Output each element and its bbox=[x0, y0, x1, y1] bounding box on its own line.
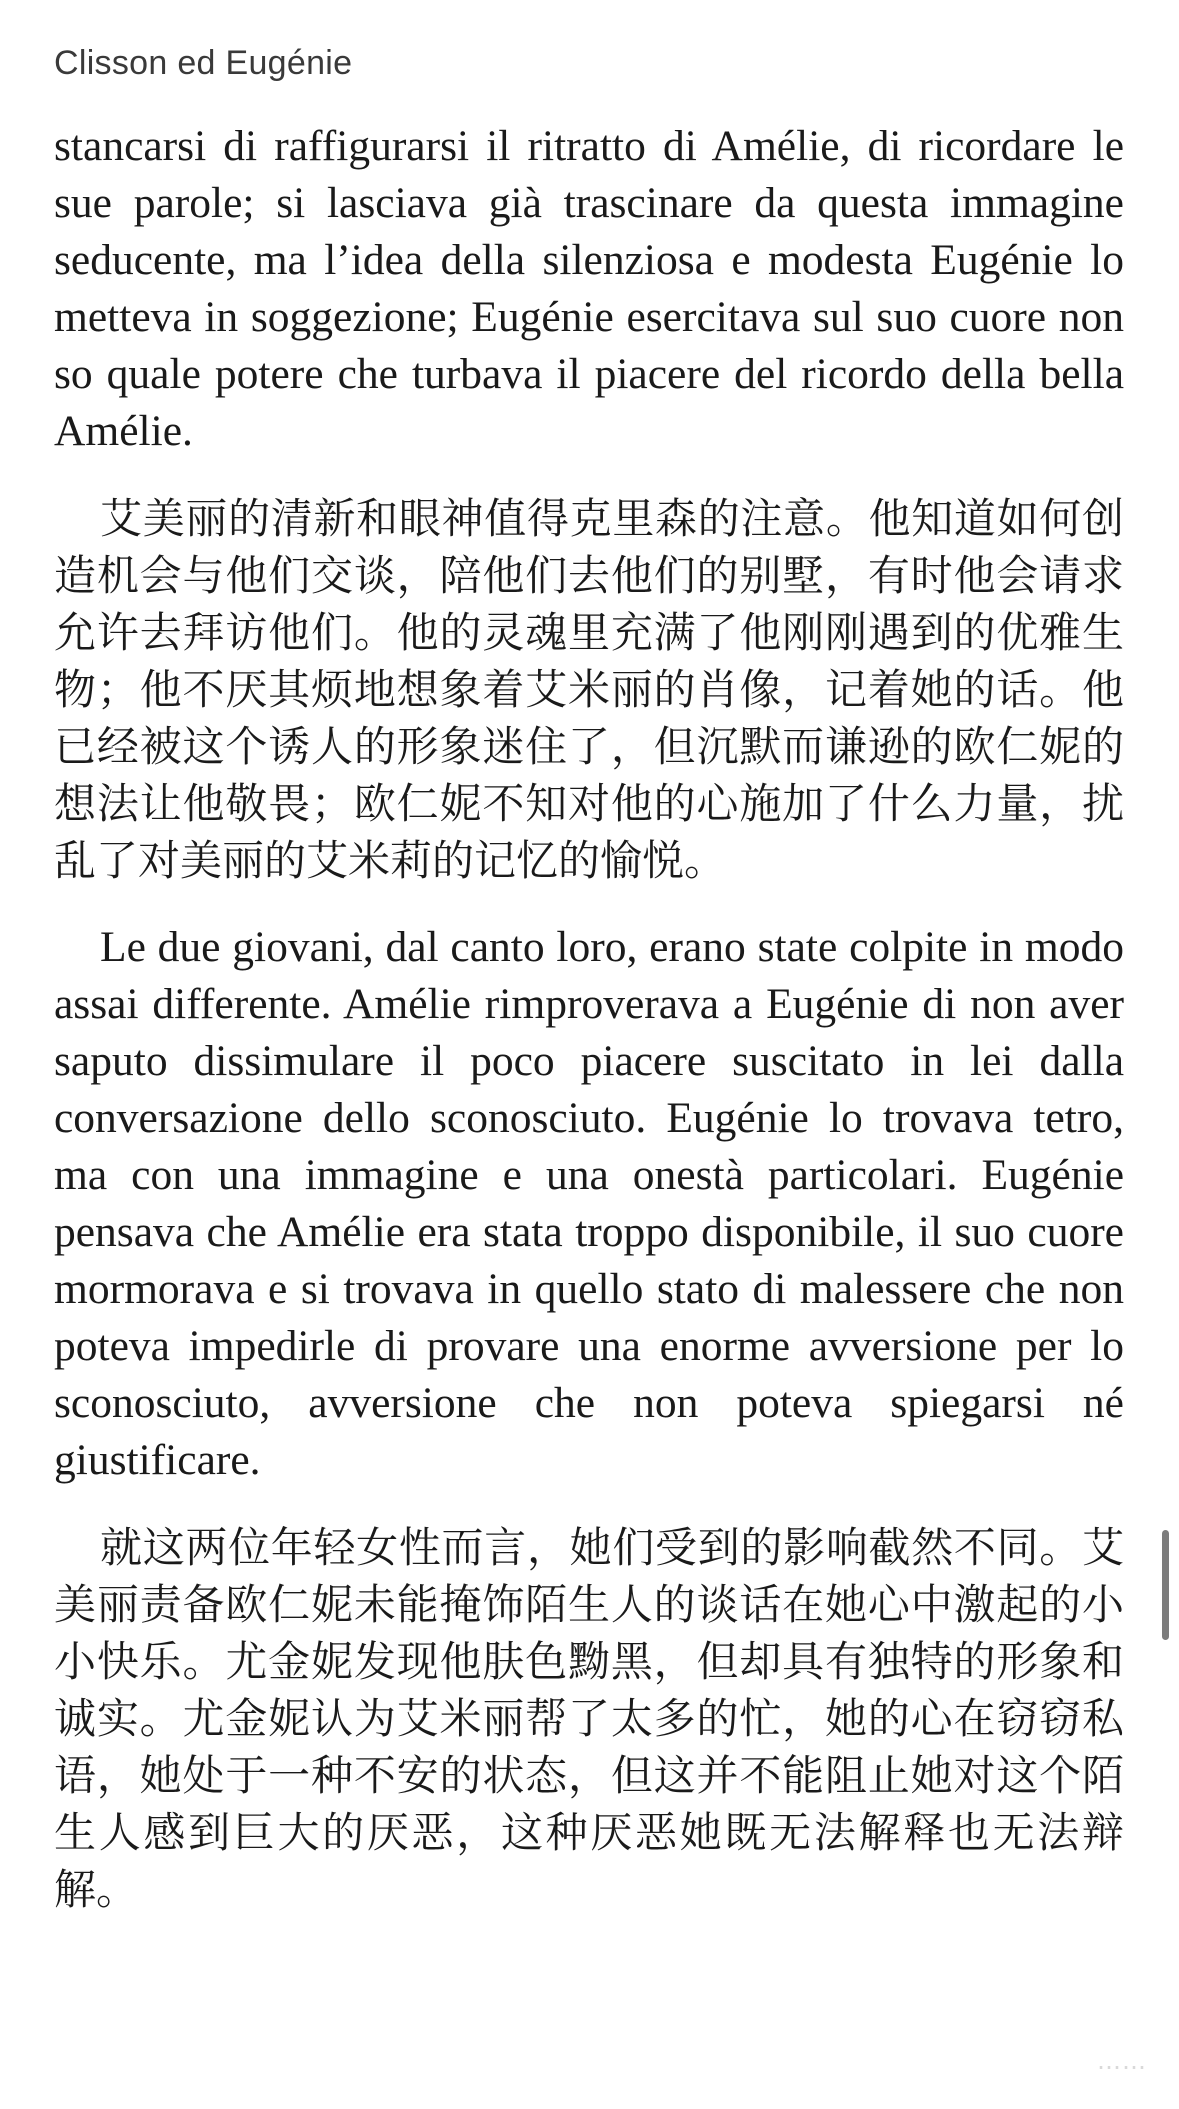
paragraph-chinese-2: 就这两位年轻女性而言，她们受到的影响截然不同。艾美丽责备欧仁妮未能掩饰陌生人的谈话在她心中激起的小小快乐。尤金妮发现他肤色黝黑，但却具有独特的形象和诚实。尤金妮认为艾米丽帮了太多的忙，她的心在窃窃私语，她处于一种不安的状态，但这并不能阻止她对这个陌生人感到巨大的厌恶，这种厌恶她既无法解释也无法辩解。 bbox=[54, 1523, 1124, 1914]
scroll-indicator[interactable] bbox=[1162, 1530, 1169, 1640]
paragraph-chinese-1: 艾美丽的清新和眼神值得克里森的注意。他知道如何创造机会与他们交谈，陪他们去他们的别墅，有时他会请求允许去拜访他们。他的灵魂里充满了他刚刚遇到的优雅生物；他不厌其烦地想象着艾米丽的肖像，记着她的话。他已经被这个诱人的形象迷住了，但沉默而谦逊的欧仁妮的想法让他敬畏；欧仁妮不知对他的心施加了什么力量，扰乱了对美丽的艾米莉的记忆的愉悦。 bbox=[54, 494, 1124, 885]
paragraph-italian-1: stancarsi di raffigurarsi il ritratto di Amélie, di ricordare le sue parole; si lasciava già trascinare da questa immagine seducente, ma l’idea della silenziosa e modesta Eugénie lo metteva in soggezione; Eugénie esercitava sul suo cuore non so quale potere che turbava il piacere del ricordo della bella Amélie. bbox=[54, 122, 1124, 455]
page-text bbox=[54, 118, 1124, 1948]
book-title: Clisson ed Eugénie bbox=[54, 44, 353, 82]
paragraph-italian-2: Le due giovani, dal canto loro, erano state colpite in modo assai differente. Amélie rimproverava a Eugénie di non aver saputo dissimulare il poco piacere suscitato in lei dalla conversazione dello sconosciuto. Eugénie lo trovava tetro, ma con una immagine e una onestà particolari. Eugénie pensava che Amélie era stata troppo disponibile, il suo cuore mormorava e si trovava in quello stato di malessere che non poteva impedirle di provare una enorme avversione per lo sconosciuto, avversione che non poteva spiegarsi né giustificare. bbox=[54, 923, 1124, 1484]
watermark: …… bbox=[1097, 2047, 1147, 2075]
